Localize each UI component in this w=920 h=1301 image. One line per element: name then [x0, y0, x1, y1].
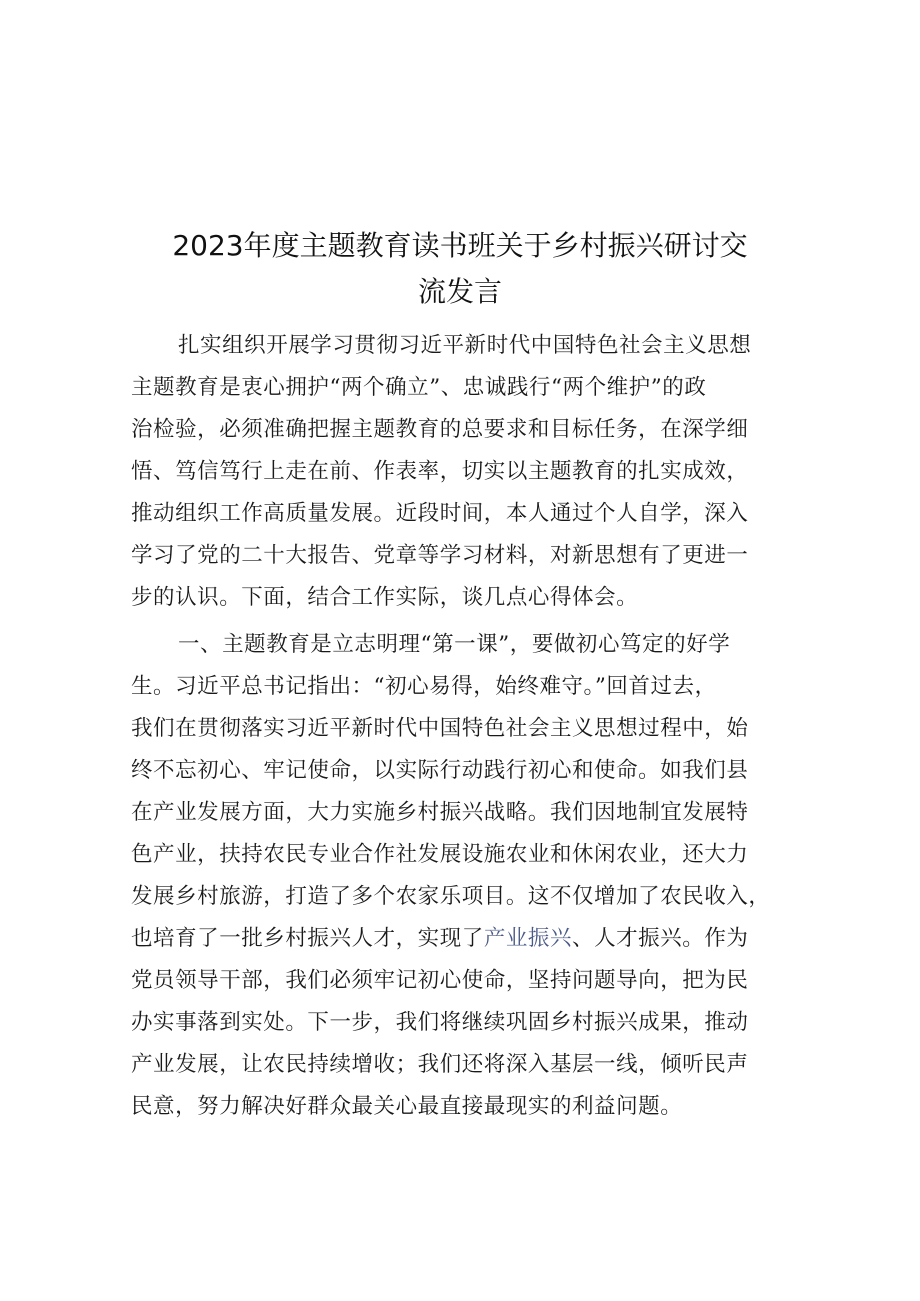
text-line: 推动组织工作高质量发展。近段时间，本人通过个人自学，深入: [131, 501, 749, 526]
text-line: 产业发展，让农民持续增收；我们还将深入基层一线，倾听民声: [131, 1052, 749, 1077]
text-line: 终不忘初心、牢记使命，以实际行动践行初心和使命。如我们县: [131, 758, 749, 783]
document-title-line-1: 2023年度主题教育读书班关于乡村振兴研讨交: [172, 229, 748, 262]
text-line: 步的认识。下面，结合工作实际，谈几点心得体会。: [131, 585, 639, 610]
text-line: 在产业发展方面，大力实施乡村振兴战略。我们因地制宜发展特: [131, 800, 749, 825]
text-line: 悟、笃信笃行上走在前、作表率，切实以主题教育的扎实成效，: [131, 459, 749, 484]
text-line: 治检验，必须准确把握主题教育的总要求和目标任务，在深学细: [131, 417, 749, 442]
text-line: 民意，努力解决好群众最关心最直接最现实的利益问题。: [131, 1094, 683, 1119]
text-line: 发展乡村旅游，打造了多个农家乐项目。这不仅增加了农民收入，: [131, 884, 771, 909]
text-line: 一、主题教育是立志明理“第一课”，要做初心笃定的好学: [178, 632, 731, 657]
text-line: 生。习近平总书记指出：“初心易得，始终难守。”回首过去，: [131, 674, 717, 699]
text-segment: 也培育了一批乡村振兴人才，实现了: [131, 926, 484, 951]
text-line: [131, 925, 791, 953]
text-line: 主题教育是衷心拥护“两个确立”、忠诚践行“两个维护”的政: [131, 375, 707, 400]
text-line: 色产业，扶持农民专业合作社发展设施农业和休闲农业，还大力: [131, 842, 749, 867]
text-line: 党员领导干部，我们必须牢记初心使命，坚持问题导向，把为民: [131, 968, 749, 993]
highlighted-phrase: 产业振兴: [483, 926, 573, 951]
text-line: 学习了党的二十大报告、党章等学习材料，对新思想有了更进一: [131, 543, 749, 568]
text-line: 办实事落到实处。下一步，我们将继续巩固乡村振兴成果，推动: [131, 1010, 749, 1035]
document-title-line-2: 流发言: [417, 275, 502, 308]
text-line: 我们在贯彻落实习近平新时代中国特色社会主义思想过程中，始: [131, 716, 749, 741]
text-segment: 、人才振兴。作为: [572, 926, 749, 951]
text-line: 扎实组织开展学习贯彻习近平新时代中国特色社会主义思想: [178, 333, 752, 358]
